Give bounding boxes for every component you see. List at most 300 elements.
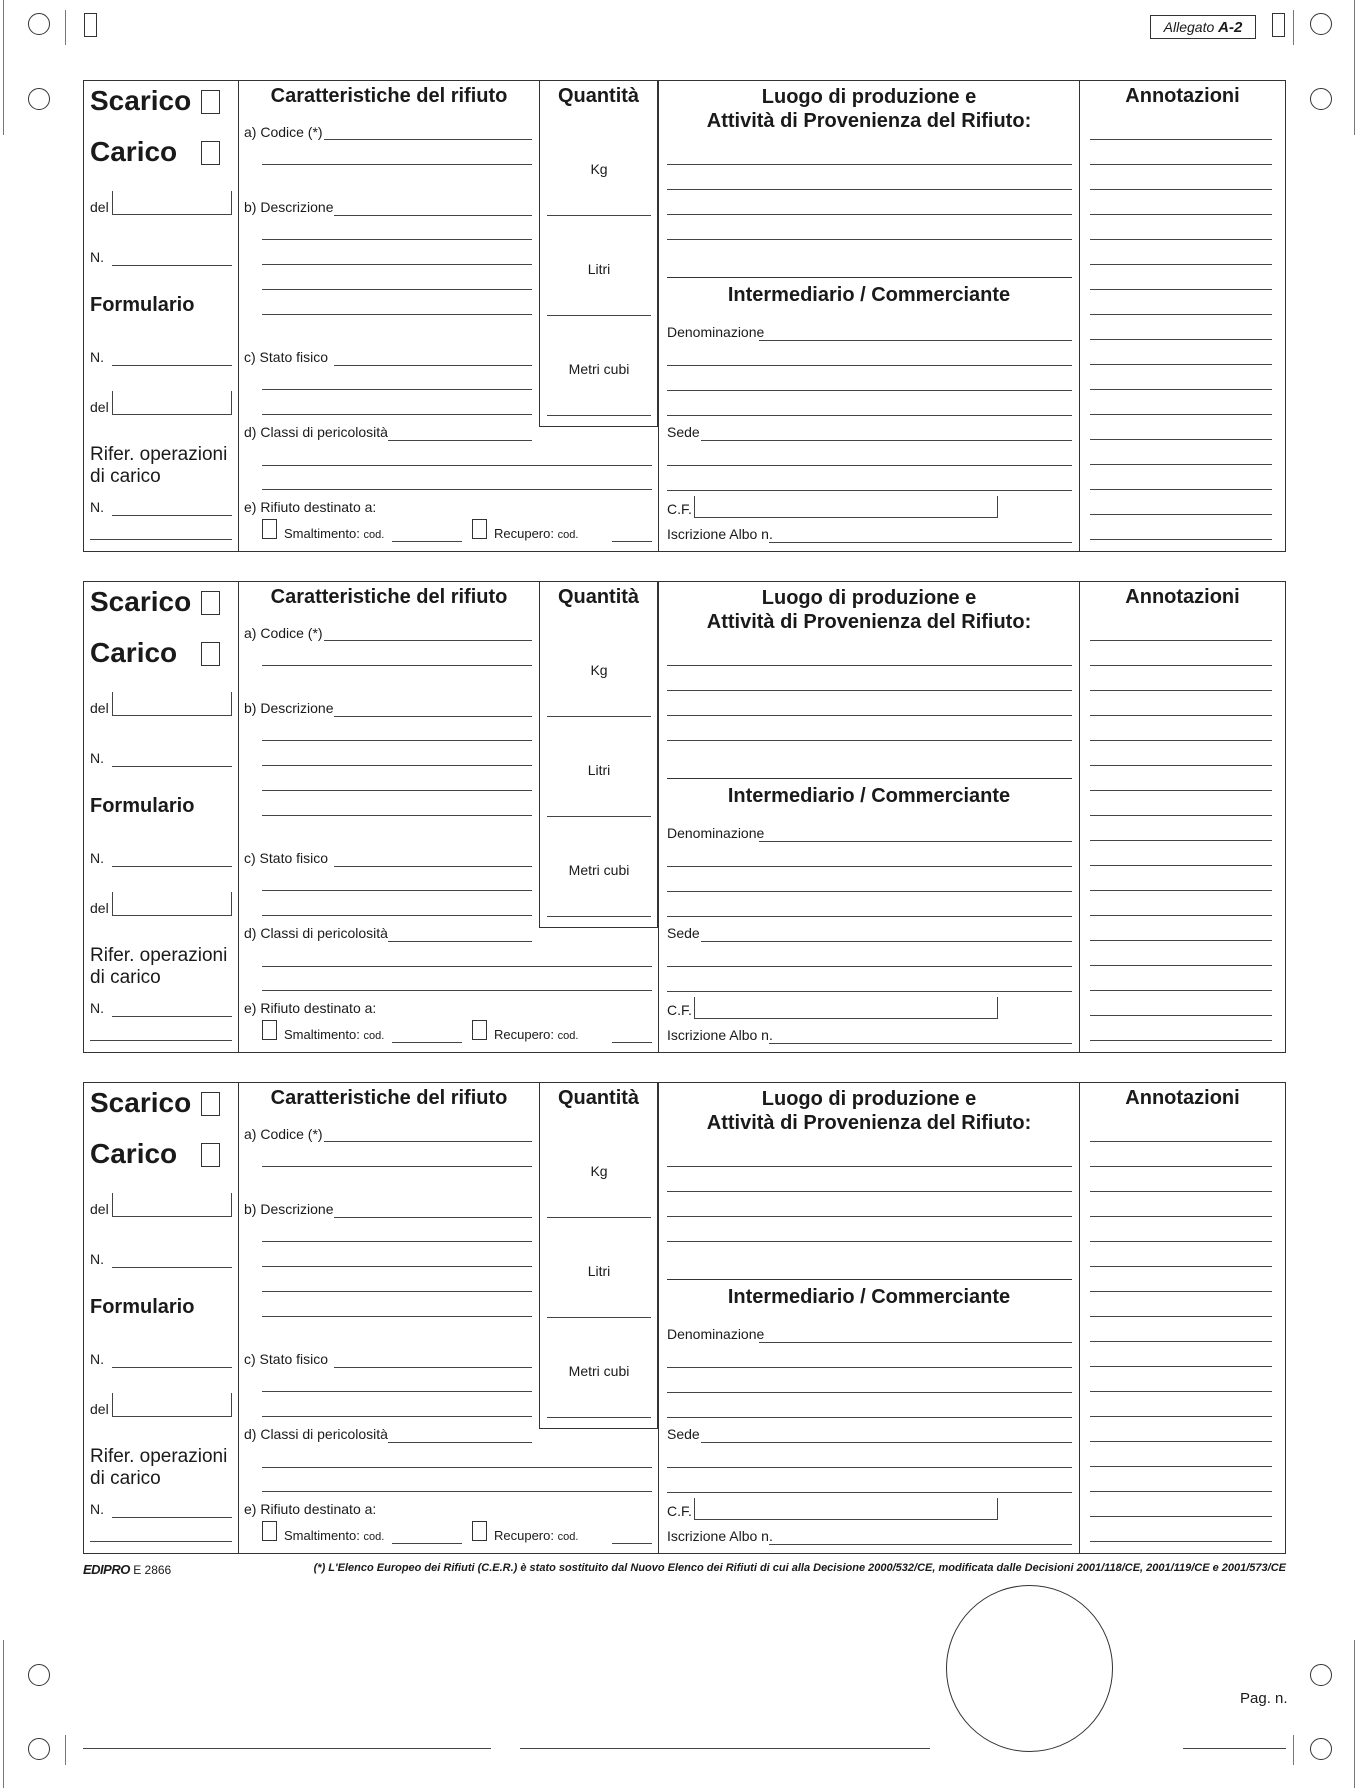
rifer-extra-field[interactable] bbox=[90, 539, 232, 540]
sede-label: Sede bbox=[667, 1426, 700, 1442]
quantita-heading: Quantità bbox=[557, 1087, 640, 1109]
luogo-divider bbox=[667, 778, 1072, 779]
annotazioni-line[interactable] bbox=[1090, 765, 1272, 766]
iscrizione-label: Iscrizione Albo n. bbox=[667, 1027, 773, 1043]
annotazioni-line[interactable] bbox=[1090, 489, 1272, 490]
stato-fisico-field-2[interactable] bbox=[262, 1391, 532, 1392]
annotazioni-line[interactable] bbox=[1090, 214, 1272, 215]
denominazione-field-4[interactable] bbox=[667, 415, 1072, 416]
register-section bbox=[83, 581, 1286, 1053]
luogo-field-2[interactable] bbox=[667, 189, 1072, 190]
annotazioni-line[interactable] bbox=[1090, 1541, 1272, 1542]
annotazioni-line[interactable] bbox=[1090, 164, 1272, 165]
sede-field-2[interactable] bbox=[667, 966, 1072, 967]
formulario-date-field[interactable] bbox=[112, 892, 232, 916]
margin-mark bbox=[65, 1735, 66, 1765]
formulario-date-field[interactable] bbox=[112, 1393, 232, 1417]
annotazioni-line[interactable] bbox=[1090, 339, 1272, 340]
classi-label: d) Classi di pericolosità bbox=[244, 424, 388, 440]
smaltimento-checkbox[interactable] bbox=[262, 1020, 277, 1040]
binder-hole bbox=[28, 1738, 50, 1760]
scarico-label: Scarico bbox=[90, 586, 192, 617]
allegato-prefix: Allegato bbox=[1163, 19, 1215, 35]
smaltimento-cod: cod. bbox=[363, 1030, 385, 1042]
luogo-field-1[interactable] bbox=[667, 665, 1072, 666]
rifer-label-1: Rifer. operazioni bbox=[90, 945, 228, 966]
allegato-label bbox=[1150, 15, 1256, 39]
sede-field-3[interactable] bbox=[667, 1492, 1072, 1493]
annotazioni-line[interactable] bbox=[1090, 139, 1272, 140]
denominazione-field[interactable] bbox=[759, 841, 1072, 842]
register-section bbox=[83, 80, 1286, 552]
carico-checkbox[interactable] bbox=[201, 141, 220, 165]
recupero-text: Recupero: bbox=[494, 526, 554, 541]
margin-mark bbox=[3, 0, 4, 135]
classi-field[interactable] bbox=[388, 440, 532, 441]
stato-fisico-field[interactable] bbox=[334, 365, 532, 366]
annotazioni-line[interactable] bbox=[1090, 990, 1272, 991]
rifer-number-label: N. bbox=[90, 1000, 104, 1016]
litri-label: Litri bbox=[587, 1263, 611, 1279]
iscrizione-field[interactable] bbox=[769, 1544, 1072, 1545]
annotazioni-line[interactable] bbox=[1090, 1491, 1272, 1492]
luogo-field-2[interactable] bbox=[667, 1191, 1072, 1192]
carico-label: Carico bbox=[90, 136, 178, 167]
intermediario-heading: Intermediario / Commerciante bbox=[727, 785, 1011, 807]
descrizione-field-3[interactable] bbox=[262, 264, 532, 265]
binder-hole bbox=[28, 1664, 50, 1686]
smaltimento-code-field[interactable] bbox=[392, 541, 462, 542]
scarico-label: Scarico bbox=[90, 1087, 192, 1118]
kg-field[interactable] bbox=[547, 716, 651, 717]
classi-label: d) Classi di pericolosità bbox=[244, 925, 388, 941]
rifer-number-field[interactable] bbox=[112, 515, 232, 516]
denominazione-field-2[interactable] bbox=[667, 866, 1072, 867]
sede-label: Sede bbox=[667, 925, 700, 941]
annotazioni-line[interactable] bbox=[1090, 1341, 1272, 1342]
smaltimento-code-field[interactable] bbox=[392, 1543, 462, 1544]
smaltimento-code-field[interactable] bbox=[392, 1042, 462, 1043]
smaltimento-cod: cod. bbox=[363, 529, 385, 541]
recupero-code-field[interactable] bbox=[612, 1042, 652, 1043]
luogo-heading-2: Attività di Provenienza del Rifiuto: bbox=[706, 110, 1032, 132]
number-label: N. bbox=[90, 750, 104, 766]
recupero-label bbox=[494, 1528, 578, 1543]
sede-field-2[interactable] bbox=[667, 1467, 1072, 1468]
formulario-date-field[interactable] bbox=[112, 391, 232, 415]
descrizione-field[interactable] bbox=[334, 1217, 532, 1218]
annotazioni-line[interactable] bbox=[1090, 1040, 1272, 1041]
annotazioni-heading: Annotazioni bbox=[1125, 85, 1240, 107]
metri-cubi-field[interactable] bbox=[547, 1417, 651, 1418]
annotazioni-line[interactable] bbox=[1090, 1416, 1272, 1417]
iscrizione-field[interactable] bbox=[769, 1043, 1072, 1044]
annotazioni-line[interactable] bbox=[1090, 289, 1272, 290]
binder-hole bbox=[28, 13, 50, 35]
stato-fisico-field-3[interactable] bbox=[262, 1416, 532, 1417]
sede-field[interactable] bbox=[701, 440, 1072, 441]
codice-field-2[interactable] bbox=[262, 164, 532, 165]
metri-cubi-label: Metri cubi bbox=[568, 361, 630, 377]
stato-fisico-label: c) Stato fisico bbox=[244, 850, 329, 866]
recupero-cod: cod. bbox=[557, 529, 579, 541]
brand-logo: EDIPRO bbox=[83, 1562, 130, 1577]
allegato-code: A-2 bbox=[1218, 19, 1243, 36]
denominazione-field-2[interactable] bbox=[667, 365, 1072, 366]
annotazioni-line[interactable] bbox=[1090, 790, 1272, 791]
luogo-heading-1: Luogo di produzione e bbox=[761, 1088, 977, 1110]
rifer-label-2: di carico bbox=[90, 1468, 161, 1489]
annotazioni-line[interactable] bbox=[1090, 1316, 1272, 1317]
metri-cubi-label: Metri cubi bbox=[568, 1363, 630, 1379]
kg-label: Kg bbox=[590, 161, 608, 177]
intermediario-heading: Intermediario / Commerciante bbox=[727, 284, 1011, 306]
smaltimento-label bbox=[284, 1027, 384, 1042]
annotazioni-line[interactable] bbox=[1090, 414, 1272, 415]
cf-field[interactable] bbox=[694, 1498, 998, 1520]
annotazioni-line[interactable] bbox=[1090, 1441, 1272, 1442]
carico-checkbox[interactable] bbox=[201, 642, 220, 666]
annotazioni-line[interactable] bbox=[1090, 1266, 1272, 1267]
codice-label: a) Codice (*) bbox=[244, 625, 323, 641]
recupero-checkbox[interactable] bbox=[472, 519, 487, 539]
descrizione-field[interactable] bbox=[334, 716, 532, 717]
margin-mark bbox=[1354, 0, 1355, 135]
rifer-number-field[interactable] bbox=[112, 1517, 232, 1518]
kg-field[interactable] bbox=[547, 1217, 651, 1218]
descrizione-field-4[interactable] bbox=[262, 790, 532, 791]
page-number-label: Pag. n. bbox=[1240, 1690, 1288, 1707]
annotazioni-line[interactable] bbox=[1090, 1466, 1272, 1467]
annotazioni-line[interactable] bbox=[1090, 740, 1272, 741]
number-field[interactable] bbox=[112, 1267, 232, 1268]
luogo-field-3[interactable] bbox=[667, 214, 1072, 215]
cf-label: C.F. bbox=[667, 1503, 692, 1519]
stato-fisico-field-2[interactable] bbox=[262, 890, 532, 891]
luogo-heading-1: Luogo di produzione e bbox=[761, 86, 977, 108]
caratteristiche-heading: Caratteristiche del rifiuto bbox=[270, 586, 508, 608]
cf-label: C.F. bbox=[667, 1002, 692, 1018]
recupero-checkbox[interactable] bbox=[472, 1020, 487, 1040]
number-field[interactable] bbox=[112, 265, 232, 266]
sede-field-3[interactable] bbox=[667, 490, 1072, 491]
annotazioni-line[interactable] bbox=[1090, 840, 1272, 841]
cf-label: C.F. bbox=[667, 501, 692, 517]
number-label: N. bbox=[90, 1251, 104, 1267]
descrizione-field-2[interactable] bbox=[262, 239, 532, 240]
carico-checkbox[interactable] bbox=[201, 1143, 220, 1167]
denominazione-field-3[interactable] bbox=[667, 891, 1072, 892]
denominazione-label: Denominazione bbox=[667, 324, 765, 340]
del-label: del bbox=[90, 700, 109, 716]
luogo-field-3[interactable] bbox=[667, 1216, 1072, 1217]
stato-fisico-field[interactable] bbox=[334, 866, 532, 867]
codice-label: a) Codice (*) bbox=[244, 1126, 323, 1142]
annotazioni-line[interactable] bbox=[1090, 189, 1272, 190]
smaltimento-text: Smaltimento: bbox=[284, 1528, 360, 1543]
classi-field-2[interactable] bbox=[262, 1467, 652, 1468]
annotazioni-line[interactable] bbox=[1090, 1366, 1272, 1367]
formulario-number-field[interactable] bbox=[112, 866, 232, 867]
luogo-field-1[interactable] bbox=[667, 1166, 1072, 1167]
sede-field[interactable] bbox=[701, 1442, 1072, 1443]
luogo-heading bbox=[659, 586, 1079, 634]
binder-hole bbox=[28, 88, 50, 110]
annotazioni-heading: Annotazioni bbox=[1125, 1087, 1240, 1109]
luogo-field-4[interactable] bbox=[667, 1241, 1072, 1242]
classi-label: d) Classi di pericolosità bbox=[244, 1426, 388, 1442]
annotazioni-line[interactable] bbox=[1090, 514, 1272, 515]
binder-hole bbox=[1310, 13, 1332, 35]
descrizione-field-4[interactable] bbox=[262, 1291, 532, 1292]
rifer-number-label: N. bbox=[90, 499, 104, 515]
kg-label: Kg bbox=[590, 1163, 608, 1179]
formulario-heading: Formulario bbox=[90, 294, 195, 316]
annotazioni-line[interactable] bbox=[1090, 690, 1272, 691]
codice-field[interactable] bbox=[324, 640, 532, 641]
scarico-checkbox[interactable] bbox=[201, 1092, 220, 1116]
annotazioni-line[interactable] bbox=[1090, 1241, 1272, 1242]
scarico-checkbox[interactable] bbox=[201, 90, 220, 114]
descrizione-field-4[interactable] bbox=[262, 289, 532, 290]
litri-field[interactable] bbox=[547, 315, 651, 316]
recupero-checkbox[interactable] bbox=[472, 1521, 487, 1541]
smaltimento-text: Smaltimento: bbox=[284, 1027, 360, 1042]
annotazioni-line[interactable] bbox=[1090, 239, 1272, 240]
codice-field-2[interactable] bbox=[262, 665, 532, 666]
annotazioni-line[interactable] bbox=[1090, 539, 1272, 540]
formulario-number-label: N. bbox=[90, 1351, 104, 1367]
classi-field-2[interactable] bbox=[262, 966, 652, 967]
caratteristiche-heading: Caratteristiche del rifiuto bbox=[270, 1087, 508, 1109]
register-section bbox=[83, 1082, 1286, 1554]
signature-line[interactable] bbox=[83, 1748, 491, 1749]
luogo-divider bbox=[667, 277, 1072, 278]
iscrizione-label: Iscrizione Albo n. bbox=[667, 1528, 773, 1544]
classi-field-2[interactable] bbox=[262, 465, 652, 466]
smaltimento-checkbox[interactable] bbox=[262, 519, 277, 539]
scarico-label: Scarico bbox=[90, 85, 192, 116]
sede-label: Sede bbox=[667, 424, 700, 440]
descrizione-field-5[interactable] bbox=[262, 314, 532, 315]
cf-field[interactable] bbox=[694, 997, 998, 1019]
classi-field-3[interactable] bbox=[262, 990, 652, 991]
denominazione-field-2[interactable] bbox=[667, 1367, 1072, 1368]
number-field[interactable] bbox=[112, 766, 232, 767]
annotazioni-line[interactable] bbox=[1090, 665, 1272, 666]
smaltimento-text: Smaltimento: bbox=[284, 526, 360, 541]
recupero-cod: cod. bbox=[557, 1531, 579, 1543]
codice-field-2[interactable] bbox=[262, 1166, 532, 1167]
sede-field[interactable] bbox=[701, 941, 1072, 942]
del-label: del bbox=[90, 1201, 109, 1217]
recupero-label bbox=[494, 526, 578, 541]
stato-fisico-field-3[interactable] bbox=[262, 915, 532, 916]
luogo-field-1[interactable] bbox=[667, 164, 1072, 165]
classi-field[interactable] bbox=[388, 941, 532, 942]
date-field[interactable] bbox=[112, 692, 232, 716]
rifer-extra-field[interactable] bbox=[90, 1040, 232, 1041]
recupero-text: Recupero: bbox=[494, 1528, 554, 1543]
annotazioni-line[interactable] bbox=[1090, 865, 1272, 866]
quantita-heading: Quantità bbox=[557, 586, 640, 608]
annotazioni-line[interactable] bbox=[1090, 815, 1272, 816]
annotazioni-line[interactable] bbox=[1090, 1166, 1272, 1167]
date-field[interactable] bbox=[112, 1193, 232, 1217]
formulario-number-field[interactable] bbox=[112, 365, 232, 366]
luogo-field-3[interactable] bbox=[667, 715, 1072, 716]
rifer-label-1: Rifer. operazioni bbox=[90, 444, 228, 465]
destinato-label: e) Rifiuto destinato a: bbox=[244, 1501, 377, 1517]
annotazioni-line[interactable] bbox=[1090, 915, 1272, 916]
codice-field[interactable] bbox=[324, 1141, 532, 1142]
denominazione-field[interactable] bbox=[759, 1342, 1072, 1343]
classi-field-3[interactable] bbox=[262, 1491, 652, 1492]
kg-label: Kg bbox=[590, 662, 608, 678]
denominazione-field-3[interactable] bbox=[667, 390, 1072, 391]
carico-label: Carico bbox=[90, 1138, 178, 1169]
annotazioni-line[interactable] bbox=[1090, 439, 1272, 440]
stato-fisico-field[interactable] bbox=[334, 1367, 532, 1368]
luogo-heading-2: Attività di Provenienza del Rifiuto: bbox=[706, 611, 1032, 633]
smaltimento-cod: cod. bbox=[363, 1531, 385, 1543]
binder-hole bbox=[1310, 1664, 1332, 1686]
rifer-label-2: di carico bbox=[90, 466, 161, 487]
denominazione-field-3[interactable] bbox=[667, 1392, 1072, 1393]
annotazioni-line[interactable] bbox=[1090, 1015, 1272, 1016]
luogo-heading-1: Luogo di produzione e bbox=[761, 587, 977, 609]
sede-field-3[interactable] bbox=[667, 991, 1072, 992]
litri-label: Litri bbox=[587, 261, 611, 277]
margin-mark bbox=[1354, 1640, 1355, 1788]
annotazioni-line[interactable] bbox=[1090, 364, 1272, 365]
iscrizione-field[interactable] bbox=[769, 542, 1072, 543]
smaltimento-label bbox=[284, 526, 384, 541]
descrizione-field-5[interactable] bbox=[262, 1316, 532, 1317]
stato-fisico-field-2[interactable] bbox=[262, 389, 532, 390]
annotazioni-line[interactable] bbox=[1090, 264, 1272, 265]
annotazioni-line[interactable] bbox=[1090, 940, 1272, 941]
formulario-del-label: del bbox=[90, 900, 109, 916]
page-number-field[interactable] bbox=[1183, 1748, 1286, 1749]
stato-fisico-field-3[interactable] bbox=[262, 414, 532, 415]
destinato-label: e) Rifiuto destinato a: bbox=[244, 1000, 377, 1016]
kg-field[interactable] bbox=[547, 215, 651, 216]
descrizione-field-5[interactable] bbox=[262, 815, 532, 816]
quantita-heading: Quantità bbox=[557, 85, 640, 107]
metri-cubi-field[interactable] bbox=[547, 415, 651, 416]
footer-brand bbox=[83, 1562, 171, 1577]
descrizione-field-2[interactable] bbox=[262, 1241, 532, 1242]
denominazione-field[interactable] bbox=[759, 340, 1072, 341]
recupero-code-field[interactable] bbox=[612, 1543, 652, 1544]
descrizione-label: b) Descrizione bbox=[244, 1201, 334, 1217]
annotazioni-line[interactable] bbox=[1090, 1141, 1272, 1142]
destinato-label: e) Rifiuto destinato a: bbox=[244, 499, 377, 515]
annotazioni-line[interactable] bbox=[1090, 389, 1272, 390]
caratteristiche-heading: Caratteristiche del rifiuto bbox=[270, 85, 508, 107]
margin-mark bbox=[3, 1640, 4, 1788]
descrizione-label: b) Descrizione bbox=[244, 700, 334, 716]
rifer-number-field[interactable] bbox=[112, 1016, 232, 1017]
del-label: del bbox=[90, 199, 109, 215]
formulario-number-field[interactable] bbox=[112, 1367, 232, 1368]
rifer-label-2: di carico bbox=[90, 967, 161, 988]
date-field[interactable] bbox=[112, 191, 232, 215]
annotazioni-line[interactable] bbox=[1090, 640, 1272, 641]
rifer-number-label: N. bbox=[90, 1501, 104, 1517]
classi-field-3[interactable] bbox=[262, 489, 652, 490]
descrizione-field-3[interactable] bbox=[262, 1266, 532, 1267]
scarico-checkbox[interactable] bbox=[201, 591, 220, 615]
annotazioni-line[interactable] bbox=[1090, 1216, 1272, 1217]
litri-field[interactable] bbox=[547, 816, 651, 817]
corner-mark bbox=[84, 13, 97, 37]
form-code: E 2866 bbox=[133, 1563, 172, 1577]
carico-label: Carico bbox=[90, 637, 178, 668]
margin-mark bbox=[1293, 1735, 1294, 1765]
smaltimento-checkbox[interactable] bbox=[262, 1521, 277, 1541]
formulario-heading: Formulario bbox=[90, 1296, 195, 1318]
signature-line[interactable] bbox=[520, 1748, 930, 1749]
cf-field[interactable] bbox=[694, 496, 998, 518]
annotazioni-line[interactable] bbox=[1090, 464, 1272, 465]
denominazione-field-4[interactable] bbox=[667, 1417, 1072, 1418]
annotazioni-line[interactable] bbox=[1090, 1516, 1272, 1517]
luogo-field-4[interactable] bbox=[667, 239, 1072, 240]
recupero-code-field[interactable] bbox=[612, 541, 652, 542]
annotazioni-line[interactable] bbox=[1090, 715, 1272, 716]
luogo-field-4[interactable] bbox=[667, 740, 1072, 741]
recupero-label bbox=[494, 1027, 578, 1042]
formulario-heading: Formulario bbox=[90, 795, 195, 817]
litri-label: Litri bbox=[587, 762, 611, 778]
annotazioni-line[interactable] bbox=[1090, 1191, 1272, 1192]
annotazioni-line[interactable] bbox=[1090, 314, 1272, 315]
annotazioni-line[interactable] bbox=[1090, 1291, 1272, 1292]
sede-field-2[interactable] bbox=[667, 465, 1072, 466]
formulario-del-label: del bbox=[90, 1401, 109, 1417]
denominazione-field-4[interactable] bbox=[667, 916, 1072, 917]
number-label: N. bbox=[90, 249, 104, 265]
annotazioni-line[interactable] bbox=[1090, 965, 1272, 966]
stamp-circle bbox=[946, 1585, 1113, 1752]
corner-mark bbox=[1272, 13, 1285, 37]
denominazione-label: Denominazione bbox=[667, 1326, 765, 1342]
descrizione-field-3[interactable] bbox=[262, 765, 532, 766]
annotazioni-line[interactable] bbox=[1090, 890, 1272, 891]
recupero-text: Recupero: bbox=[494, 1027, 554, 1042]
binder-hole bbox=[1310, 88, 1332, 110]
luogo-heading-2: Attività di Provenienza del Rifiuto: bbox=[706, 1112, 1032, 1134]
formulario-del-label: del bbox=[90, 399, 109, 415]
classi-field[interactable] bbox=[388, 1442, 532, 1443]
litri-field[interactable] bbox=[547, 1317, 651, 1318]
metri-cubi-field[interactable] bbox=[547, 916, 651, 917]
luogo-heading bbox=[659, 1087, 1079, 1135]
luogo-field-2[interactable] bbox=[667, 690, 1072, 691]
binder-hole bbox=[1310, 1738, 1332, 1760]
margin-mark bbox=[1293, 10, 1294, 45]
codice-field[interactable] bbox=[324, 139, 532, 140]
descrizione-field[interactable] bbox=[334, 215, 532, 216]
metri-cubi-label: Metri cubi bbox=[568, 862, 630, 878]
codice-label: a) Codice (*) bbox=[244, 124, 323, 140]
rifer-extra-field[interactable] bbox=[90, 1541, 232, 1542]
annotazioni-line[interactable] bbox=[1090, 1391, 1272, 1392]
margin-mark bbox=[65, 10, 66, 45]
descrizione-field-2[interactable] bbox=[262, 740, 532, 741]
